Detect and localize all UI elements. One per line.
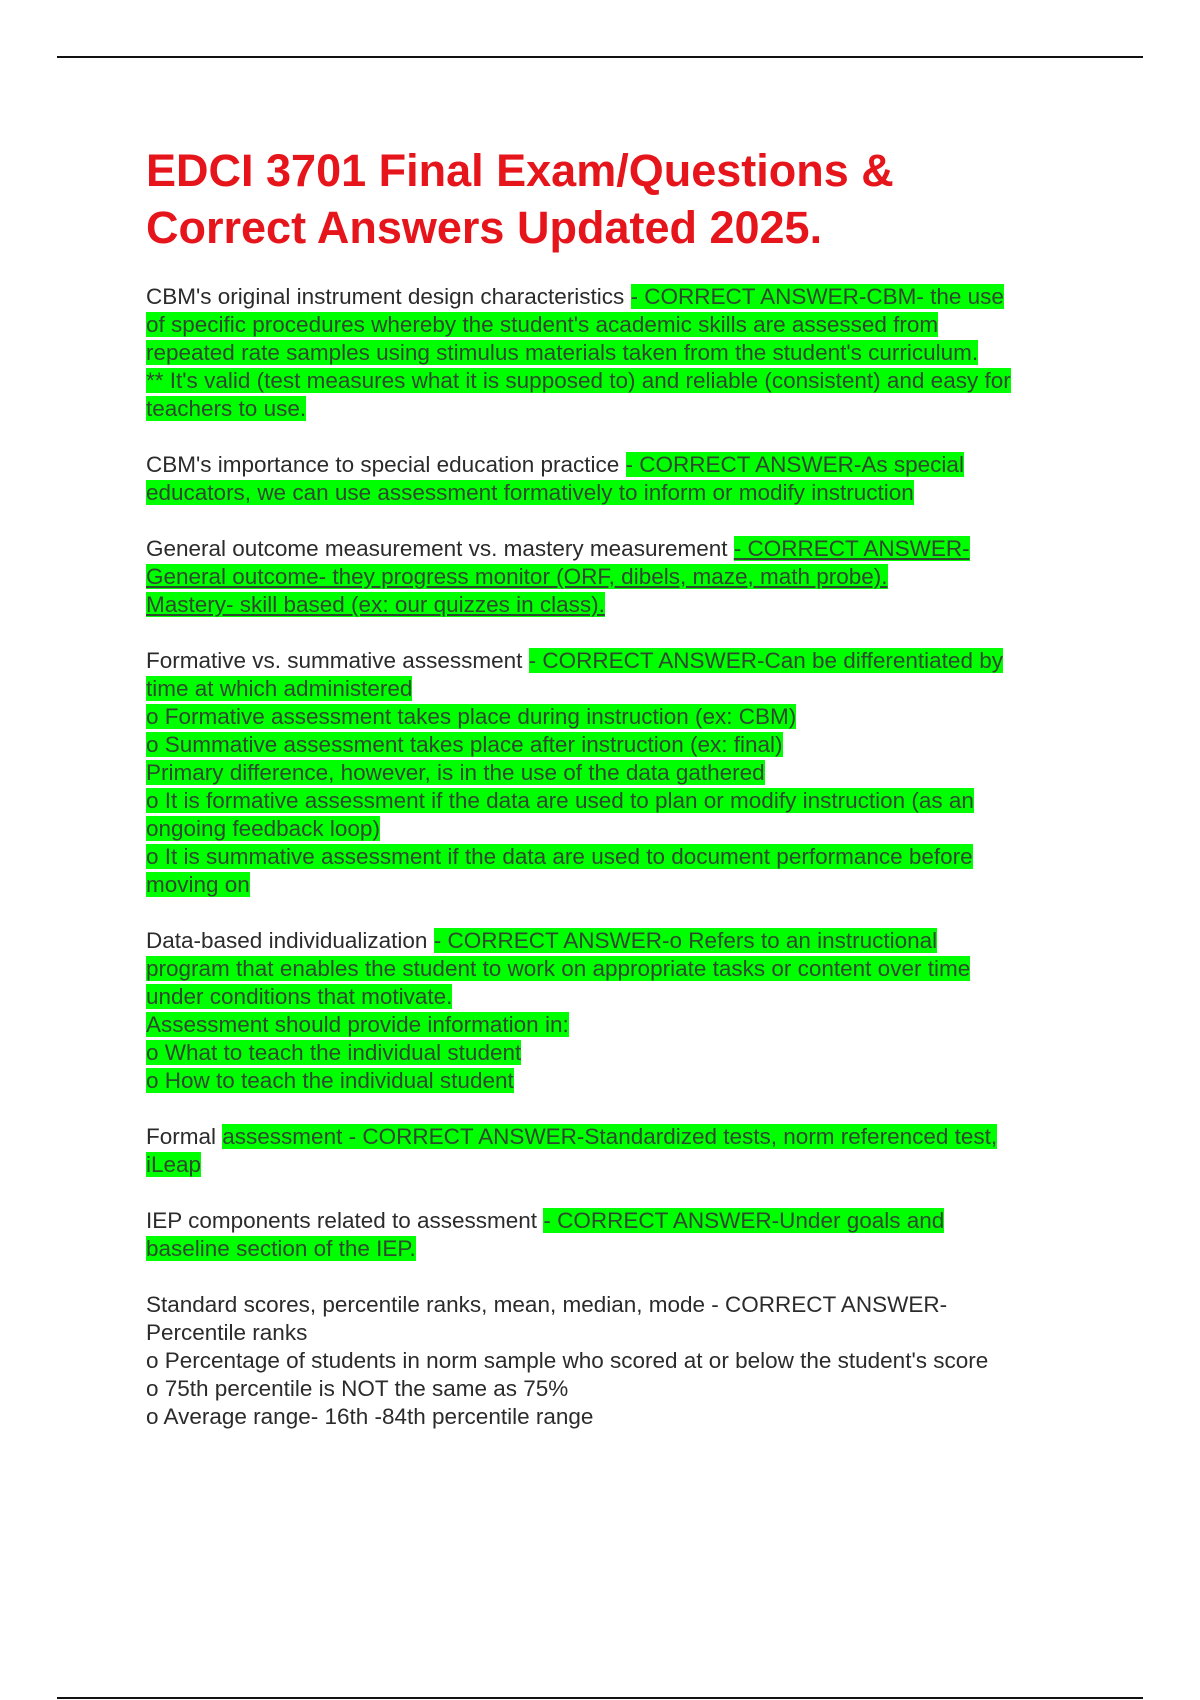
answer-line: - CORRECT ANSWER-As special: [625, 452, 964, 477]
answer-line: o Percentage of students in norm sample who scored at or below the student's score: [146, 1348, 989, 1373]
question-text: Standard scores, percentile ranks, mean, median, mode - CORRECT ANSWER-: [146, 1292, 948, 1317]
qa-entry: [146, 283, 1081, 423]
answer-line: moving on: [146, 872, 250, 897]
answer-line: assessment - CORRECT ANSWER-Standardized tests, norm referenced test,: [222, 1124, 998, 1149]
document-body: [146, 283, 1081, 1459]
question-text: Formative vs. summative assessment: [146, 648, 523, 673]
answer-line: baseline section of the IEP.: [146, 1236, 416, 1261]
qa-entry: [146, 1207, 1081, 1263]
bottom-rule: [57, 1697, 1143, 1699]
question-text: CBM's importance to special education practice: [146, 452, 620, 477]
answer-line: ** It's valid (test measures what it is supposed to) and reliable (consistent) and easy for: [146, 368, 1011, 393]
answer-line: program that enables the student to work on appropriate tasks or content over time: [146, 956, 971, 981]
answer-line: ongoing feedback loop): [146, 816, 380, 841]
document-title: EDCI 3701 Final Exam/Questions & Correct Answers Updated 2025.: [146, 145, 894, 253]
answer-line: of specific procedures whereby the student's academic skills are assessed from: [146, 312, 939, 337]
qa-entry: [146, 451, 1081, 507]
answer-line: iLeap: [146, 1152, 202, 1177]
answer-line: Assessment should provide information in:: [146, 1012, 569, 1037]
answer-line: Percentile ranks: [146, 1320, 308, 1345]
qa-entry: [146, 1291, 1081, 1431]
question-text: General outcome measurement vs. mastery measurement: [146, 536, 728, 561]
answer-line: educators, we can use assessment formatively to inform or modify instruction: [146, 480, 914, 505]
answer-line: o It is summative assessment if the data are used to document performance before: [146, 844, 973, 869]
answer-line: Mastery- skill based (ex: our quizzes in class).: [146, 592, 605, 617]
answer-line: under conditions that motivate.: [146, 984, 453, 1009]
answer-line: o 75th percentile is NOT the same as 75%: [146, 1376, 569, 1401]
qa-entry: [146, 535, 1081, 619]
answer-line: General outcome- they progress monitor (ORF, dibels, maze, math probe).: [146, 564, 888, 589]
question-text: CBM's original instrument design characteristics: [146, 284, 625, 309]
answer-line: o Summative assessment takes place after instruction (ex: final): [146, 732, 783, 757]
answer-line: o Formative assessment takes place during instruction (ex: CBM): [146, 704, 797, 729]
answer-line: repeated rate samples using stimulus materials taken from the student's curriculum.: [146, 340, 979, 365]
answer-line: time at which administered: [146, 676, 413, 701]
qa-entry: [146, 647, 1081, 899]
question-text: Data-based individualization: [146, 928, 428, 953]
answer-line: - CORRECT ANSWER-Under goals and: [543, 1208, 945, 1233]
answer-line: Primary difference, however, is in the use of the data gathered: [146, 760, 765, 785]
answer-line: o What to teach the individual student: [146, 1040, 522, 1065]
answer-line: teachers to use.: [146, 396, 307, 421]
answer-line: - CORRECT ANSWER-o Refers to an instructional: [433, 928, 938, 953]
qa-entry: [146, 1123, 1081, 1179]
answer-line: o How to teach the individual student: [146, 1068, 514, 1093]
answer-line: o Average range- 16th -84th percentile range: [146, 1404, 594, 1429]
answer-line: o It is formative assessment if the data are used to plan or modify instruction (as an: [146, 788, 974, 813]
answer-line: - CORRECT ANSWER-Can be differentiated by: [528, 648, 1003, 673]
question-text: IEP components related to assessment: [146, 1208, 538, 1233]
top-rule: [57, 56, 1143, 58]
answer-line: - CORRECT ANSWER-: [733, 536, 970, 561]
answer-line: - CORRECT ANSWER-CBM- the use: [630, 284, 1004, 309]
question-text: Formal: [146, 1124, 217, 1149]
qa-entry: [146, 927, 1081, 1095]
